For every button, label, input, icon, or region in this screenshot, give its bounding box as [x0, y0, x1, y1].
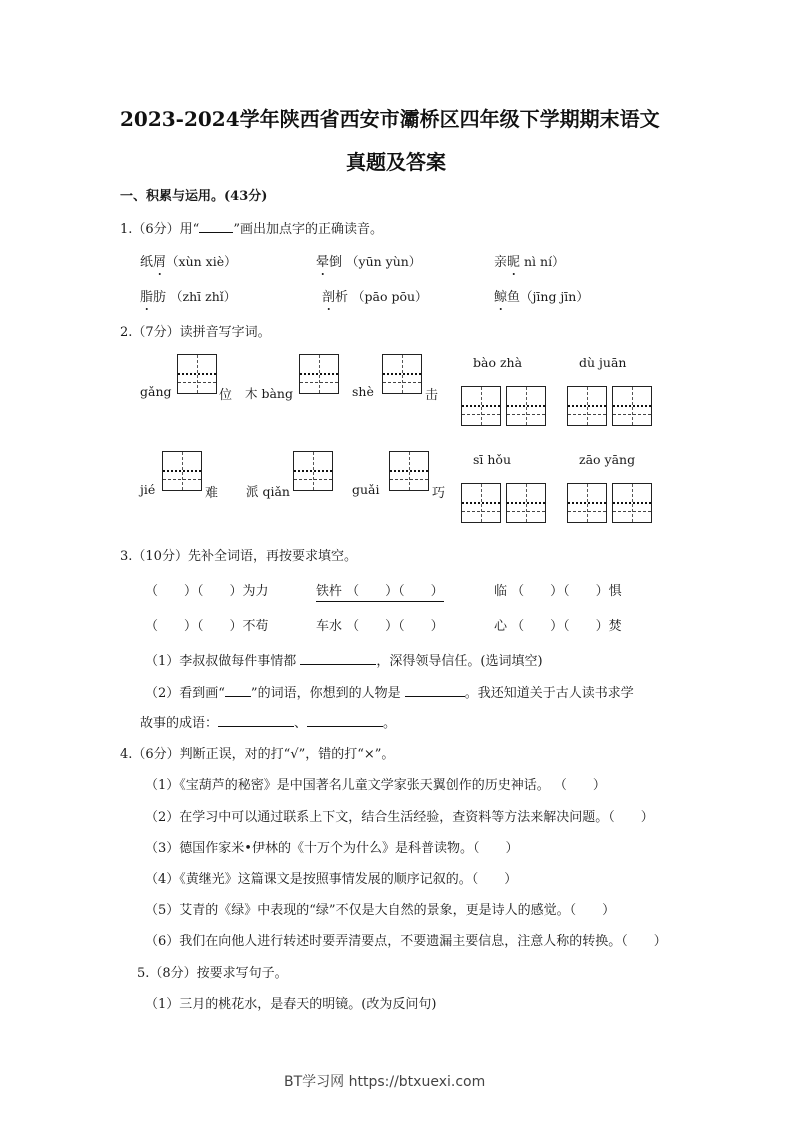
pinyin-label: sī hǒu [473, 452, 512, 467]
word-text: 倒 [329, 255, 343, 270]
writing-grid-box[interactable] [461, 386, 501, 426]
q3-sub2-cont [140, 712, 396, 731]
writing-grid-box[interactable] [567, 483, 607, 523]
q5-sub1: （1）三月的桃花水，是春天的明镜。(改为反问句) [145, 997, 437, 1012]
separator: 、 [294, 716, 308, 731]
document-title-line2: 真题及答案 [346, 150, 446, 174]
idiom-fill[interactable]: 临 （ ）（ ）惧 [494, 584, 622, 599]
pinyin-label: 派 qiǎn [246, 484, 290, 499]
q3-sub2-text: 。我还知道关于古人读书求学 [464, 686, 634, 701]
dotted-char: 鲸 [494, 290, 508, 305]
writing-grid-box[interactable] [461, 483, 501, 523]
idiom-fill[interactable]: （ ）（ ）为力 [145, 584, 269, 599]
q3-sub1-text: ，深得领导信任。(选词填空) [376, 654, 543, 669]
writing-grid-box[interactable] [162, 451, 202, 491]
answer-blank[interactable] [300, 663, 376, 665]
q1-item [494, 286, 589, 305]
q1-underline-sample [199, 231, 233, 233]
suffix-char: 难 [205, 486, 219, 501]
q3-sub2 [145, 682, 634, 701]
q3-sub1-text: （1）李叔叔做每件事情都 [145, 654, 297, 669]
answer-blank[interactable] [225, 695, 251, 697]
true-false-item[interactable]: （6）我们在向他人进行转述时要弄清要点，不要遗漏主要信息，注意人称的转换。（ ） [145, 934, 667, 949]
writing-grid-box[interactable] [612, 483, 652, 523]
writing-grid-box[interactable] [299, 354, 339, 394]
section-heading: 一、积累与运用。(43分) [120, 189, 268, 204]
idiom-fill[interactable]: 心 （ ）（ ）焚 [494, 619, 622, 634]
answer-blank[interactable] [405, 695, 465, 697]
word-text: 纸 [140, 255, 154, 270]
pinyin-options: （zhī zhǐ） [166, 289, 237, 304]
q1-item [140, 286, 236, 305]
pinyin-label: zāo yāng [579, 452, 636, 467]
idiom-fill[interactable]: （ ）（ ）不苟 [145, 619, 269, 634]
question-4-heading: 4.（6分）判断正误，对的打“√”，错的打“×”。 [120, 747, 395, 762]
dotted-char: 脂 [140, 290, 154, 305]
writing-grid-box[interactable] [612, 386, 652, 426]
dotted-char: 昵 [507, 255, 521, 270]
writing-grid-box[interactable] [506, 386, 546, 426]
writing-grid-box[interactable] [389, 451, 429, 491]
word-text: 亲 [494, 255, 508, 270]
writing-grid-box[interactable] [382, 354, 422, 394]
true-false-item[interactable]: （3）德国作家米•伊林的《十万个为什么》是科普读物。（ ） [145, 841, 519, 856]
q1-item [140, 251, 237, 270]
pinyin-label: dù juān [579, 355, 627, 370]
word-text: 鱼 [507, 290, 521, 305]
pinyin-options: （jīng jīn） [520, 289, 589, 304]
idiom-fill[interactable]: 车水 （ ）（ ） [316, 619, 444, 634]
footer-watermark: BT学习网 https://btxuexi.com [284, 1074, 486, 1090]
pinyin-label: 木 bàng [245, 386, 293, 401]
suffix-char: 位 [219, 388, 233, 403]
dotted-char: 屑 [153, 255, 167, 270]
pinyin-options: nì ní） [520, 254, 565, 269]
writing-grid-box[interactable] [293, 451, 333, 491]
pinyin-label: shè [352, 384, 374, 399]
pinyin-options: （yūn yùn） [342, 254, 422, 269]
q3-sub2-text: ”的词语，你想到的人物是 [250, 686, 401, 701]
pinyin-label: gǎng [140, 384, 172, 399]
writing-grid-box[interactable] [506, 483, 546, 523]
question-1-heading [120, 218, 383, 237]
word-text: 肪 [153, 290, 167, 305]
true-false-item[interactable]: （1）《宝葫芦的秘密》是中国著名儿童文学家张天翼创作的历史神话。 （ ） [145, 778, 606, 793]
period: 。 [383, 716, 397, 731]
dotted-char: 晕 [316, 255, 330, 270]
question-5-heading: 5.（8分）按要求写句子。 [137, 966, 288, 981]
true-false-item[interactable]: （2）在学习中可以通过联系上下文，结合生活经验，查资料等方法来解决问题。（ ） [145, 810, 654, 825]
idiom-fill-underlined[interactable]: 铁杵 （ ）（ ） [316, 580, 444, 602]
writing-grid-box[interactable] [567, 386, 607, 426]
question-2-heading: 2.（7分）读拼音写字词。 [120, 325, 271, 340]
pinyin-label: jié [140, 482, 156, 497]
q1-prefix: 1.（6分）用“ [120, 222, 200, 237]
dotted-char: 剖 [322, 290, 336, 305]
suffix-char: 巧 [432, 486, 446, 501]
word-text: 析 [335, 290, 349, 305]
true-false-item[interactable]: （4）《黄继光》这篇课文是按照事情发展的顺序记叙的。（ ） [145, 872, 518, 887]
question-3-heading: 3.（10分）先补全词语，再按要求填空。 [120, 549, 357, 564]
q1-suffix: ”画出加点字的正确读音。 [233, 222, 383, 237]
document-title-line1: 2023-2024学年陕西省西安市灞桥区四年级下学期期末语文 [120, 107, 660, 131]
answer-blank[interactable] [307, 725, 383, 727]
q3-sub1 [145, 650, 543, 669]
q3-sub2-text: 故事的成语： [140, 716, 219, 731]
suffix-char: 击 [425, 388, 439, 403]
pinyin-label: bào zhà [473, 355, 523, 370]
pinyin-options: （pāo pōu） [348, 289, 428, 304]
q1-item [494, 251, 565, 270]
q1-item [322, 286, 428, 305]
answer-blank[interactable] [218, 725, 294, 727]
true-false-item[interactable]: （5）艾青的《绿》中表现的“绿”不仅是大自然的景象，更是诗人的感觉。（ ） [145, 903, 616, 918]
pinyin-label: guǎi [352, 482, 380, 497]
q3-sub2-text: （2）看到画“ [145, 686, 225, 701]
writing-grid-box[interactable] [177, 354, 217, 394]
pinyin-options: （xùn xiè） [166, 254, 237, 269]
q1-item [316, 251, 421, 270]
